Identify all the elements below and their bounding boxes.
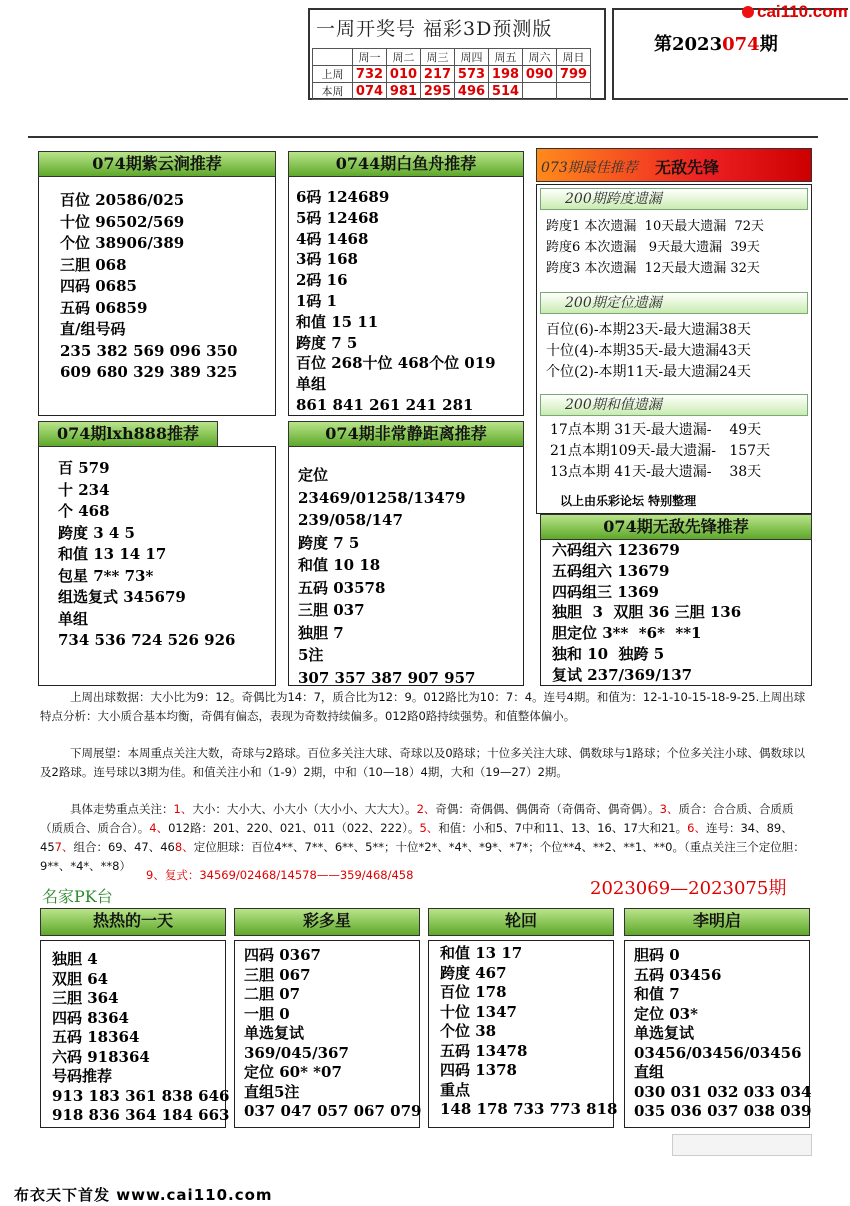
weekly-draw-table [308, 8, 606, 100]
box-title: 074期无敌先锋推荐 [540, 514, 812, 540]
draw-value: 074 [353, 83, 387, 100]
day-header: 周三 [421, 49, 455, 66]
pk-content: 独胆 4 双胆 64 三胆 364 四码 8364 五码 18364 六码 918364 号码推荐 913 183 361 838 646 918 836 364 184 663 [52, 950, 230, 1124]
credit-note: 以上由乐彩论坛 特别整理 [560, 494, 697, 508]
pk-title: 名家PK台 [42, 887, 113, 906]
trend-focus: 具体走势重点关注：1、大小：大小大、小大小（大小小、大大大）。2、奇偶：奇偶偶、偶偶奇（奇偶奇、偶奇偶）。3、质合：合合质、合质质（质质合、质合合）。4、012路：201、220、021、011（022、222）。5、和值：小和5、7中和11、13、16、17大和21。6、连号：34、89、457、组合：69、47、468、定位胆球：百位4**、7**、6**、5**；十位*2*、*4*、*9*、*7*；个位**4、**2、**1、**0。（重点关注三个定位胆：9**、*4*、**8） [40, 802, 805, 873]
box-content: 百 579 十 234 个 468 跨度 3 4 5 和值 13 14 17 包星 7** 73* 组选复式 345679 单组 734 536 724 526 926 [58, 459, 236, 649]
draw-value: 981 [387, 83, 421, 100]
best-recommend-header: 073期最佳推荐 无敌先锋 [536, 148, 812, 182]
blank-panel [672, 1134, 812, 1156]
day-header: 周五 [489, 49, 523, 66]
box-title: 0744期白鱼舟推荐 [288, 151, 524, 177]
box-content: 6码 124689 5码 12468 4码 1468 3码 168 2码 16 1码 1 和值 15 11 跨度 7 5 百位 268十位 468个位 019 单组 861 841 261 241 281 [296, 188, 496, 414]
day-header: 周日 [557, 49, 591, 66]
draw-value: 799 [557, 66, 591, 83]
logo-icon [742, 6, 754, 18]
draw-table [312, 48, 591, 100]
pk-box-title: 轮回 [428, 908, 614, 936]
draw-value: 295 [421, 83, 455, 100]
draw-value: 496 [455, 83, 489, 100]
pk-box-title: 热热的一天 [40, 908, 226, 936]
sub-title-position-miss: 200期定位遗漏 [540, 292, 808, 314]
draw-value: 198 [489, 66, 523, 83]
next-week-outlook: 下周展望：本周重点关注大数，奇球与2路球。百位多关注大球、奇球以及0路球；十位多关注大球、偶数球与1路球；个位多关注小球、偶数球以及2路球。连号球以3期为佳。和值关注小和（1-9）2期，中和（10—18）4期，大和（19—27）2期。 [40, 746, 805, 779]
draw-value: 010 [387, 66, 421, 83]
span-miss-stats: 跨度1 本次遗漏 10天最大遗漏 72天 跨度6 本次遗漏 9天最大遗漏 39天 跨度3 本次遗漏 12天最大遗漏 32天 [546, 219, 765, 276]
pk-content: 四码 0367 三胆 067 二胆 07 一胆 0 单选复试 369/045/367 定位 60* *07 直组5注 037 047 057 067 079 [244, 946, 422, 1120]
pk-content: 和值 13 17 跨度 467 百位 178 十位 1347 个位 38 五码 13478 四码 1378 重点 148 178 733 773 818 [440, 944, 618, 1118]
issue-number: 第2023074期 [654, 34, 778, 55]
box-content: 定位 23469/01258/13479 239/058/147 跨度 7 5 和值 10 18 五码 03578 三胆 037 独胆 7 5注 307 357 387 907 957 [298, 466, 476, 687]
position-miss-stats: 百位(6)-本期23天-最大遗漏38天 十位(4)-本期35天-最大遗漏43天 个位(2)-本期11天-最大遗漏24天 [546, 322, 751, 380]
draw-value: 090 [523, 66, 557, 83]
draw-value [557, 83, 591, 100]
draw-value: 217 [421, 66, 455, 83]
draw-value [523, 83, 557, 100]
box-title: 074期非常静距离推荐 [288, 421, 524, 447]
pk-content: 胆码 0 五码 03456 和值 7 定位 03* 单选复试 03456/03456/03456 直组 030 031 032 033 034 035 036 037 038 039 [634, 946, 812, 1120]
sum-miss-stats: 17点本期 31天-最大遗漏- 49天 21点本期109天-最大遗漏- 157天 13点本期 41天-最大遗漏- 38天 [550, 422, 771, 480]
site-logo[interactable]: cai110.com [742, 2, 848, 22]
pk-box-title: 李明启 [624, 908, 810, 936]
pk-box-title: 彩多星 [234, 908, 420, 936]
draw-value: 573 [455, 66, 489, 83]
weekly-title: 一周开奖号 福彩3D预测版 [316, 18, 553, 40]
issue-range: 2023069—2023075期 [590, 878, 787, 899]
box-title: 074期lxh888推荐 [38, 421, 218, 447]
sub-title-sum-miss: 200期和值遗漏 [540, 394, 808, 416]
day-header: 周六 [523, 49, 557, 66]
row-label: 本周 [313, 83, 353, 100]
compound-pick: 9、复式：34569/02468/14578——359/468/458 [146, 868, 414, 882]
box-content: 六码组六 123679 五码组六 13679 四码组三 1369 独胆 3 双胆 36 三胆 136 胆定位 3** *6* **1 独和 10 独跨 5 复试 237/369/137 [552, 541, 742, 684]
day-header: 周四 [455, 49, 489, 66]
last-week-analysis: 上周出球数据：大小比为9：12。奇偶比为14：7，质合比为12：9。012路比为10：7：4。连号4期。和值为：12-1-10-15-18-9-25.上周出球特点分析：大小质合基本均衡，奇偶有偏态，表现为奇数持续偏多。012路0路持续强势。和值整体偏小。 [40, 690, 806, 723]
divider [28, 136, 818, 138]
box-title: 074期紫云涧推荐 [38, 151, 276, 177]
row-label: 上周 [313, 66, 353, 83]
footer-text: 布衣天下首发 www.cai110.com [14, 1186, 273, 1204]
box-content: 百位 20586/025 十位 96502/569 个位 38906/389 三胆 068 四码 0685 五码 06859 直/组号码 235 382 569 096 350 609 680 329 389 325 [60, 191, 238, 381]
draw-value: 732 [353, 66, 387, 83]
day-header: 周二 [387, 49, 421, 66]
day-header: 周一 [353, 49, 387, 66]
draw-value: 514 [489, 83, 523, 100]
sub-title-span-miss: 200期跨度遗漏 [540, 188, 808, 210]
